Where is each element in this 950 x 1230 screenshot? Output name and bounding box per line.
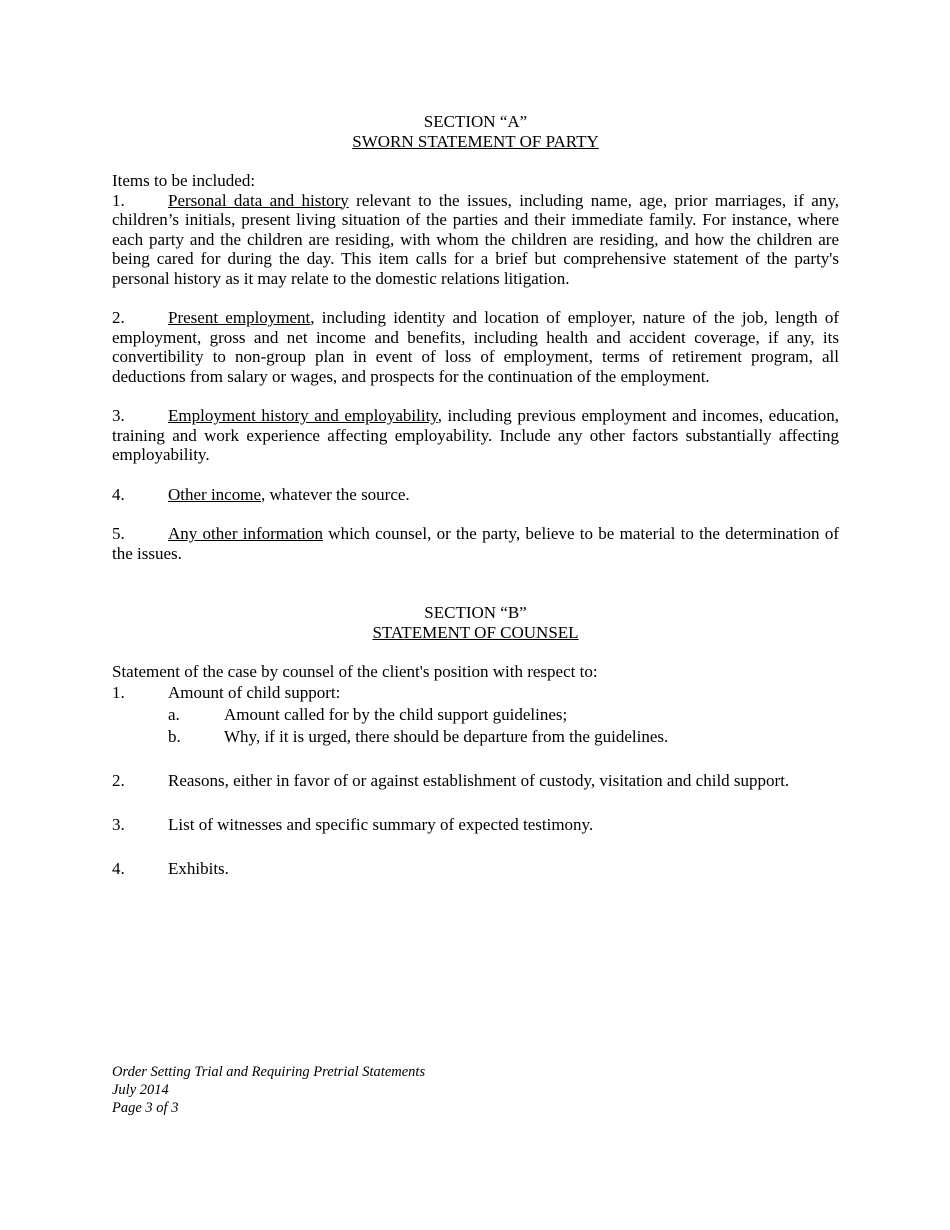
section-b-subitem-a bbox=[112, 704, 839, 726]
section-a-item-4 bbox=[112, 485, 839, 505]
item-title: Present employment bbox=[168, 308, 311, 327]
section-a-item-1 bbox=[112, 191, 839, 289]
item-title: Employment history and employability bbox=[168, 406, 438, 425]
section-a-item-3 bbox=[112, 406, 839, 465]
section-a-header bbox=[112, 112, 839, 152]
footer-date: July 2014 bbox=[112, 1082, 169, 1098]
item-number: 3. bbox=[112, 814, 125, 834]
document-page bbox=[112, 112, 839, 880]
item-text: Amount of child support: bbox=[168, 682, 341, 702]
footer-document-title: Order Setting Trial and Requiring Pretrial Statements bbox=[112, 1064, 426, 1080]
item-text: Reasons, either in favor of or against establishment of custody, visitation and child support. bbox=[168, 770, 790, 790]
item-number: 4. bbox=[112, 858, 125, 878]
section-b-header bbox=[112, 603, 839, 643]
footer-page-number: Page 3 of 3 bbox=[112, 1100, 179, 1116]
item-title: Other income bbox=[168, 484, 261, 504]
section-b-item-2 bbox=[112, 770, 839, 792]
item-text: which counsel, or the party, believe to be material to the determination of the issues. bbox=[112, 524, 839, 563]
item-number: 4. bbox=[112, 484, 125, 504]
section-b-item-1 bbox=[112, 682, 839, 704]
section-b-heading: SECTION “B” bbox=[424, 603, 527, 622]
item-text: , including identity and location of employer, nature of the job, length of employment, gross and net income and benefits, including health and accident coverage, if any, its convertibility to non-group plan in event of loss of employment, terms of retirement program, all deductions from salary or wages, and prospects for the continuation of the employment. bbox=[112, 308, 840, 386]
item-text: List of witnesses and specific summary of expected testimony. bbox=[168, 814, 594, 834]
page-footer bbox=[112, 1063, 425, 1117]
item-title: Personal data and history bbox=[168, 190, 349, 210]
section-b-item-3 bbox=[112, 814, 839, 836]
section-a-subheading: SWORN STATEMENT OF PARTY bbox=[352, 132, 599, 151]
section-a-item-5 bbox=[112, 524, 839, 563]
item-text: Exhibits. bbox=[168, 858, 229, 878]
section-a-item-2 bbox=[112, 308, 839, 386]
section-b-intro: Statement of the case by counsel of the client's position with respect to: bbox=[112, 662, 598, 681]
item-number: 2. bbox=[112, 770, 125, 790]
section-b-subheading: STATEMENT OF COUNSEL bbox=[372, 623, 579, 642]
item-text: , including previous employment and incomes, education, training and work experience affecting employability. Include any other factors substantially affecting employability. bbox=[112, 406, 839, 464]
item-text: , whatever the source. bbox=[261, 484, 410, 504]
section-a-intro: Items to be included: bbox=[112, 171, 256, 190]
item-text: relevant to the issues, including name, age, prior marriages, if any, children’s initials, present living situation of the parties and their immediate family. For instance, where each party and the children are residing, with whom the children are residing, and how the children are being cared for during the day. This item calls for a brief but comprehensive statement of the party's personal history as it may relate to the domestic relations litigation. bbox=[112, 190, 839, 288]
section-b-item-4 bbox=[112, 858, 839, 880]
section-a-heading: SECTION “A” bbox=[423, 112, 528, 131]
item-number: 1. bbox=[112, 190, 125, 210]
subitem-text: Amount called for by the child support guidelines; bbox=[224, 704, 568, 724]
item-number: 5. bbox=[112, 524, 125, 543]
item-title: Any other information bbox=[168, 524, 324, 543]
item-number: 3. bbox=[112, 406, 125, 425]
subitem-letter: a. bbox=[168, 704, 180, 724]
section-b-subitem-b bbox=[112, 726, 839, 748]
item-number: 1. bbox=[112, 682, 125, 702]
item-number: 2. bbox=[112, 308, 125, 327]
subitem-letter: b. bbox=[168, 726, 181, 746]
subitem-text: Why, if it is urged, there should be departure from the guidelines. bbox=[224, 726, 669, 746]
